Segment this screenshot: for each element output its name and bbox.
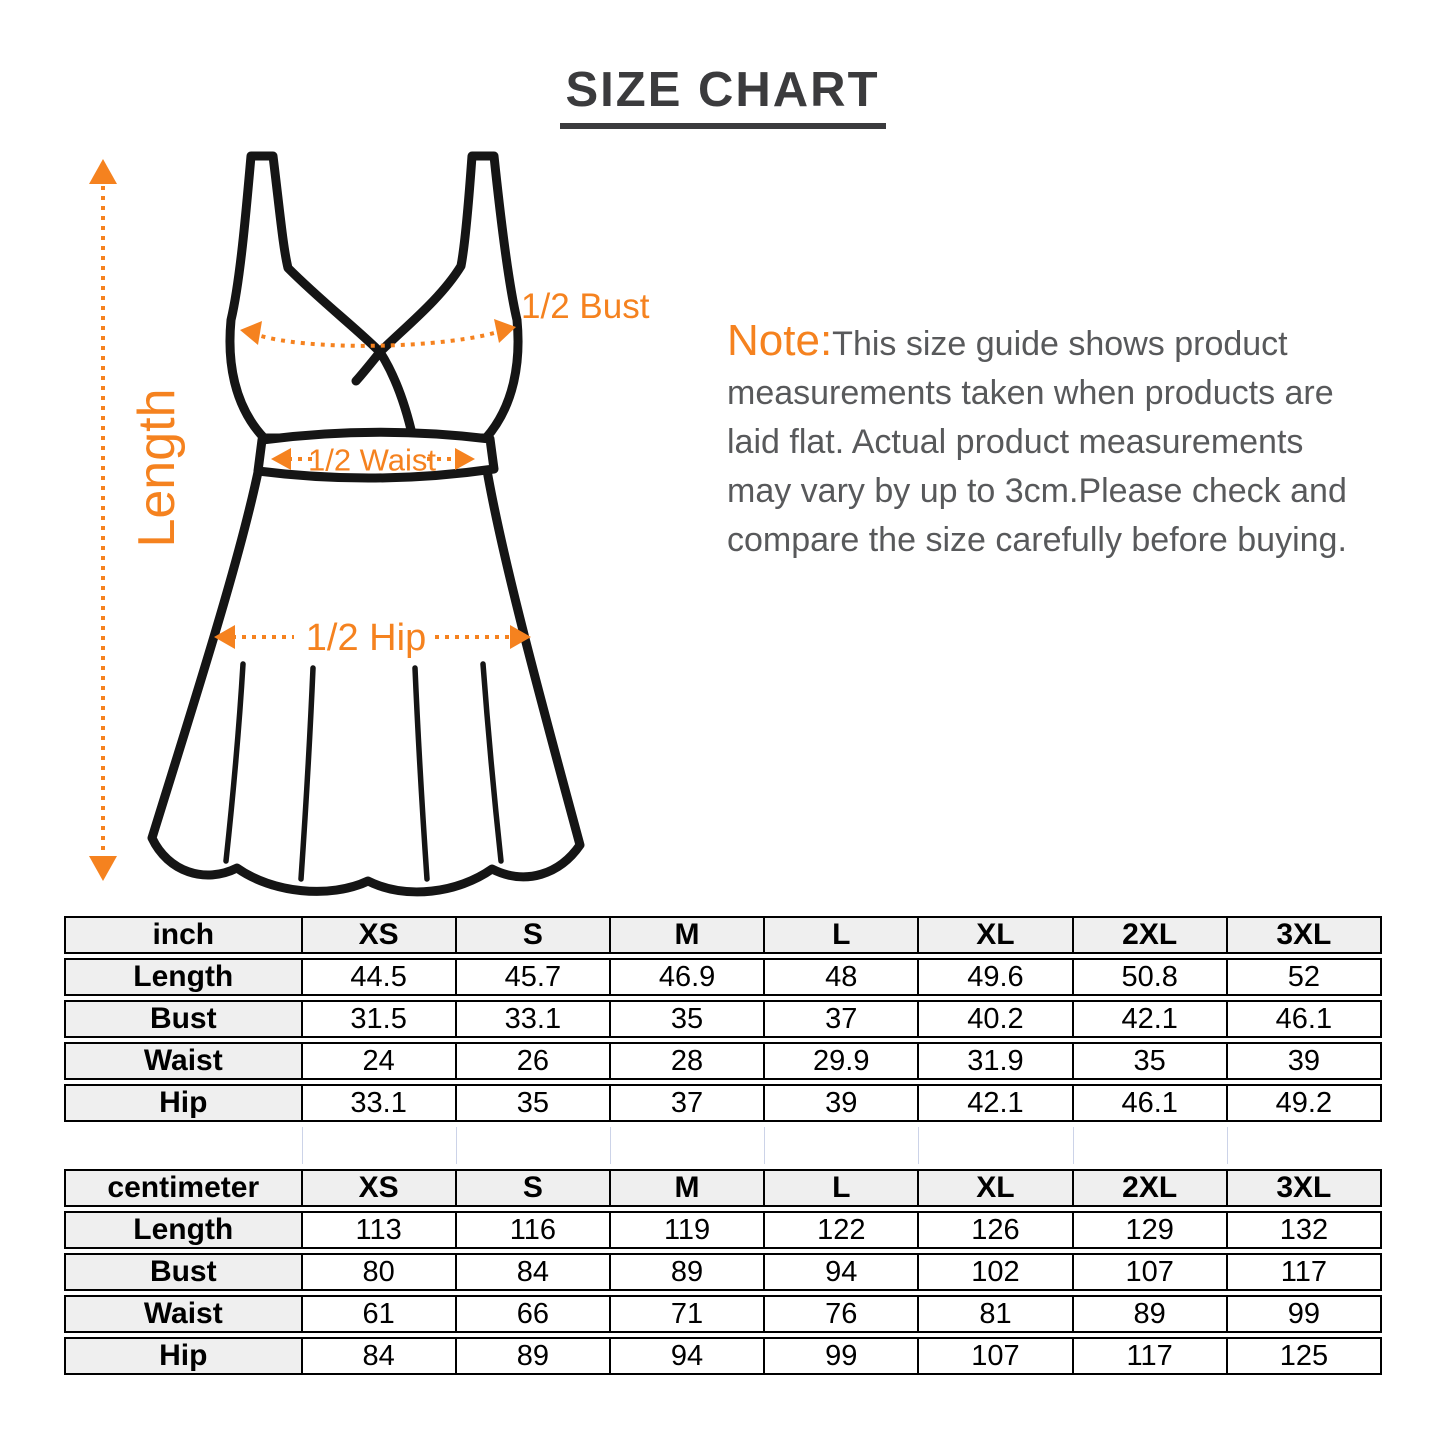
measurement-value-cell: 129 bbox=[1074, 1211, 1228, 1249]
measurement-label-cell: Waist bbox=[64, 1295, 303, 1333]
title-wrap bbox=[0, 62, 1445, 129]
measurement-value-cell: 76 bbox=[765, 1295, 919, 1333]
table-spacer-cell bbox=[611, 1127, 765, 1164]
measurement-value-cell: 84 bbox=[457, 1253, 611, 1291]
table-spacer bbox=[64, 1127, 1382, 1164]
measurement-row bbox=[64, 958, 1382, 996]
measurement-value-cell: 107 bbox=[919, 1337, 1073, 1375]
table-spacer-cell bbox=[919, 1127, 1073, 1164]
length-arrow bbox=[89, 159, 117, 881]
size-header-cell: 3XL bbox=[1228, 916, 1382, 954]
measurement-row bbox=[64, 1042, 1382, 1080]
measurement-value-cell: 117 bbox=[1228, 1253, 1382, 1291]
size-header-cell: XS bbox=[303, 1169, 457, 1207]
measurement-value-cell: 49.2 bbox=[1228, 1084, 1382, 1122]
size-header-cell: XS bbox=[303, 916, 457, 954]
measurement-label-cell: Hip bbox=[64, 1337, 303, 1375]
note-line: may vary by up to 3cm.Please check and bbox=[727, 472, 1347, 510]
table-spacer-cell bbox=[457, 1127, 611, 1164]
table-spacer-cell bbox=[303, 1127, 457, 1164]
dress-skirt bbox=[152, 452, 580, 892]
table-spacer-cell bbox=[1074, 1127, 1228, 1164]
dress-bodice bbox=[230, 156, 518, 438]
size-header-cell: L bbox=[765, 916, 919, 954]
measurement-value-cell: 84 bbox=[303, 1337, 457, 1375]
size-header-row bbox=[64, 916, 1382, 954]
size-header-cell: M bbox=[611, 1169, 765, 1207]
measurement-row bbox=[64, 1253, 1382, 1291]
table-spacer-cell bbox=[765, 1127, 919, 1164]
size-header-cell: M bbox=[611, 916, 765, 954]
measurement-value-cell: 46.1 bbox=[1228, 1000, 1382, 1038]
measurement-value-cell: 117 bbox=[1074, 1337, 1228, 1375]
measurement-value-cell: 50.8 bbox=[1074, 958, 1228, 996]
measurement-label-cell: Bust bbox=[64, 1253, 303, 1291]
length-arrow-up-head bbox=[89, 159, 117, 184]
measurement-value-cell: 66 bbox=[457, 1295, 611, 1333]
measurement-value-cell: 122 bbox=[765, 1211, 919, 1249]
measurement-value-cell: 33.1 bbox=[457, 1000, 611, 1038]
measurement-value-cell: 71 bbox=[611, 1295, 765, 1333]
length-label: Length bbox=[128, 388, 186, 548]
table-spacer-cell bbox=[1228, 1127, 1382, 1164]
measurement-value-cell: 39 bbox=[1228, 1042, 1382, 1080]
measurement-value-cell: 126 bbox=[919, 1211, 1073, 1249]
measurement-value-cell: 89 bbox=[1074, 1295, 1228, 1333]
size-header-cell: 2XL bbox=[1074, 1169, 1228, 1207]
measurement-row bbox=[64, 1000, 1382, 1038]
measurement-value-cell: 61 bbox=[303, 1295, 457, 1333]
measurement-value-cell: 35 bbox=[457, 1084, 611, 1122]
measurement-value-cell: 37 bbox=[765, 1000, 919, 1038]
measurement-value-cell: 99 bbox=[765, 1337, 919, 1375]
measurement-value-cell: 94 bbox=[765, 1253, 919, 1291]
note-block bbox=[727, 316, 1417, 565]
size-header-cell: S bbox=[457, 1169, 611, 1207]
measurement-value-cell: 24 bbox=[303, 1042, 457, 1080]
measurement-value-cell: 37 bbox=[611, 1084, 765, 1122]
measurement-value-cell: 48 bbox=[765, 958, 919, 996]
measurement-value-cell: 45.7 bbox=[457, 958, 611, 996]
dress-size-diagram bbox=[55, 130, 765, 930]
size-header-cell: XL bbox=[919, 916, 1073, 954]
measurement-row bbox=[64, 1084, 1382, 1122]
measurement-value-cell: 116 bbox=[457, 1211, 611, 1249]
measurement-value-cell: 44.5 bbox=[303, 958, 457, 996]
measurement-value-cell: 80 bbox=[303, 1253, 457, 1291]
bust-label: 1/2 Bust bbox=[521, 287, 650, 326]
measurement-value-cell: 46.1 bbox=[1074, 1084, 1228, 1122]
measurement-value-cell: 113 bbox=[303, 1211, 457, 1249]
measurement-value-cell: 132 bbox=[1228, 1211, 1382, 1249]
measurement-label-cell: Length bbox=[64, 958, 303, 996]
dress-illustration bbox=[152, 156, 580, 892]
measurement-label-cell: Bust bbox=[64, 1000, 303, 1038]
measurement-value-cell: 31.5 bbox=[303, 1000, 457, 1038]
measurement-value-cell: 81 bbox=[919, 1295, 1073, 1333]
size-table-inch bbox=[64, 912, 1382, 1126]
measurement-value-cell: 28 bbox=[611, 1042, 765, 1080]
measurement-value-cell: 89 bbox=[611, 1253, 765, 1291]
measurement-value-cell: 94 bbox=[611, 1337, 765, 1375]
note-line: compare the size carefully before buying. bbox=[727, 521, 1347, 559]
measurement-value-cell: 125 bbox=[1228, 1337, 1382, 1375]
measurement-value-cell: 40.2 bbox=[919, 1000, 1073, 1038]
measurement-value-cell: 35 bbox=[1074, 1042, 1228, 1080]
note-text: This size guide shows product bbox=[832, 325, 1288, 363]
note-line: measurements taken when products are bbox=[727, 374, 1334, 412]
measurement-value-cell: 89 bbox=[457, 1337, 611, 1375]
measurement-value-cell: 46.9 bbox=[611, 958, 765, 996]
note-heading: Note: bbox=[727, 316, 833, 365]
measurement-value-cell: 42.1 bbox=[1074, 1000, 1228, 1038]
page-title: SIZE CHART bbox=[560, 62, 886, 129]
waist-label: 1/2 Waist bbox=[307, 442, 437, 478]
unit-header-cell: centimeter bbox=[64, 1169, 303, 1207]
size-header-cell: L bbox=[765, 1169, 919, 1207]
measurement-value-cell: 26 bbox=[457, 1042, 611, 1080]
measurement-value-cell: 31.9 bbox=[919, 1042, 1073, 1080]
measurement-value-cell: 42.1 bbox=[919, 1084, 1073, 1122]
measurement-value-cell: 52 bbox=[1228, 958, 1382, 996]
hip-label: 1/2 Hip bbox=[305, 617, 427, 659]
measurement-row bbox=[64, 1337, 1382, 1375]
measurement-value-cell: 33.1 bbox=[303, 1084, 457, 1122]
table-spacer-cell bbox=[64, 1127, 303, 1164]
measurement-value-cell: 102 bbox=[919, 1253, 1073, 1291]
measurement-label-cell: Hip bbox=[64, 1084, 303, 1122]
measurement-value-cell: 35 bbox=[611, 1000, 765, 1038]
unit-header-cell: inch bbox=[64, 916, 303, 954]
measurement-label-cell: Length bbox=[64, 1211, 303, 1249]
length-arrow-down-head bbox=[89, 856, 117, 881]
measurement-value-cell: 49.6 bbox=[919, 958, 1073, 996]
size-header-cell: XL bbox=[919, 1169, 1073, 1207]
size-header-row bbox=[64, 1169, 1382, 1207]
size-header-cell: S bbox=[457, 916, 611, 954]
measurement-value-cell: 107 bbox=[1074, 1253, 1228, 1291]
measurement-value-cell: 99 bbox=[1228, 1295, 1382, 1333]
measurement-row bbox=[64, 1211, 1382, 1249]
size-table-centimeter bbox=[64, 1165, 1382, 1379]
size-header-cell: 2XL bbox=[1074, 916, 1228, 954]
measurement-value-cell: 39 bbox=[765, 1084, 919, 1122]
measurement-label-cell: Waist bbox=[64, 1042, 303, 1080]
measurement-row bbox=[64, 1295, 1382, 1333]
measurement-value-cell: 119 bbox=[611, 1211, 765, 1249]
size-header-cell: 3XL bbox=[1228, 1169, 1382, 1207]
note-line: laid flat. Actual product measurements bbox=[727, 423, 1304, 461]
size-tables bbox=[64, 912, 1382, 1379]
measurement-value-cell: 29.9 bbox=[765, 1042, 919, 1080]
note-line bbox=[727, 316, 1417, 369]
